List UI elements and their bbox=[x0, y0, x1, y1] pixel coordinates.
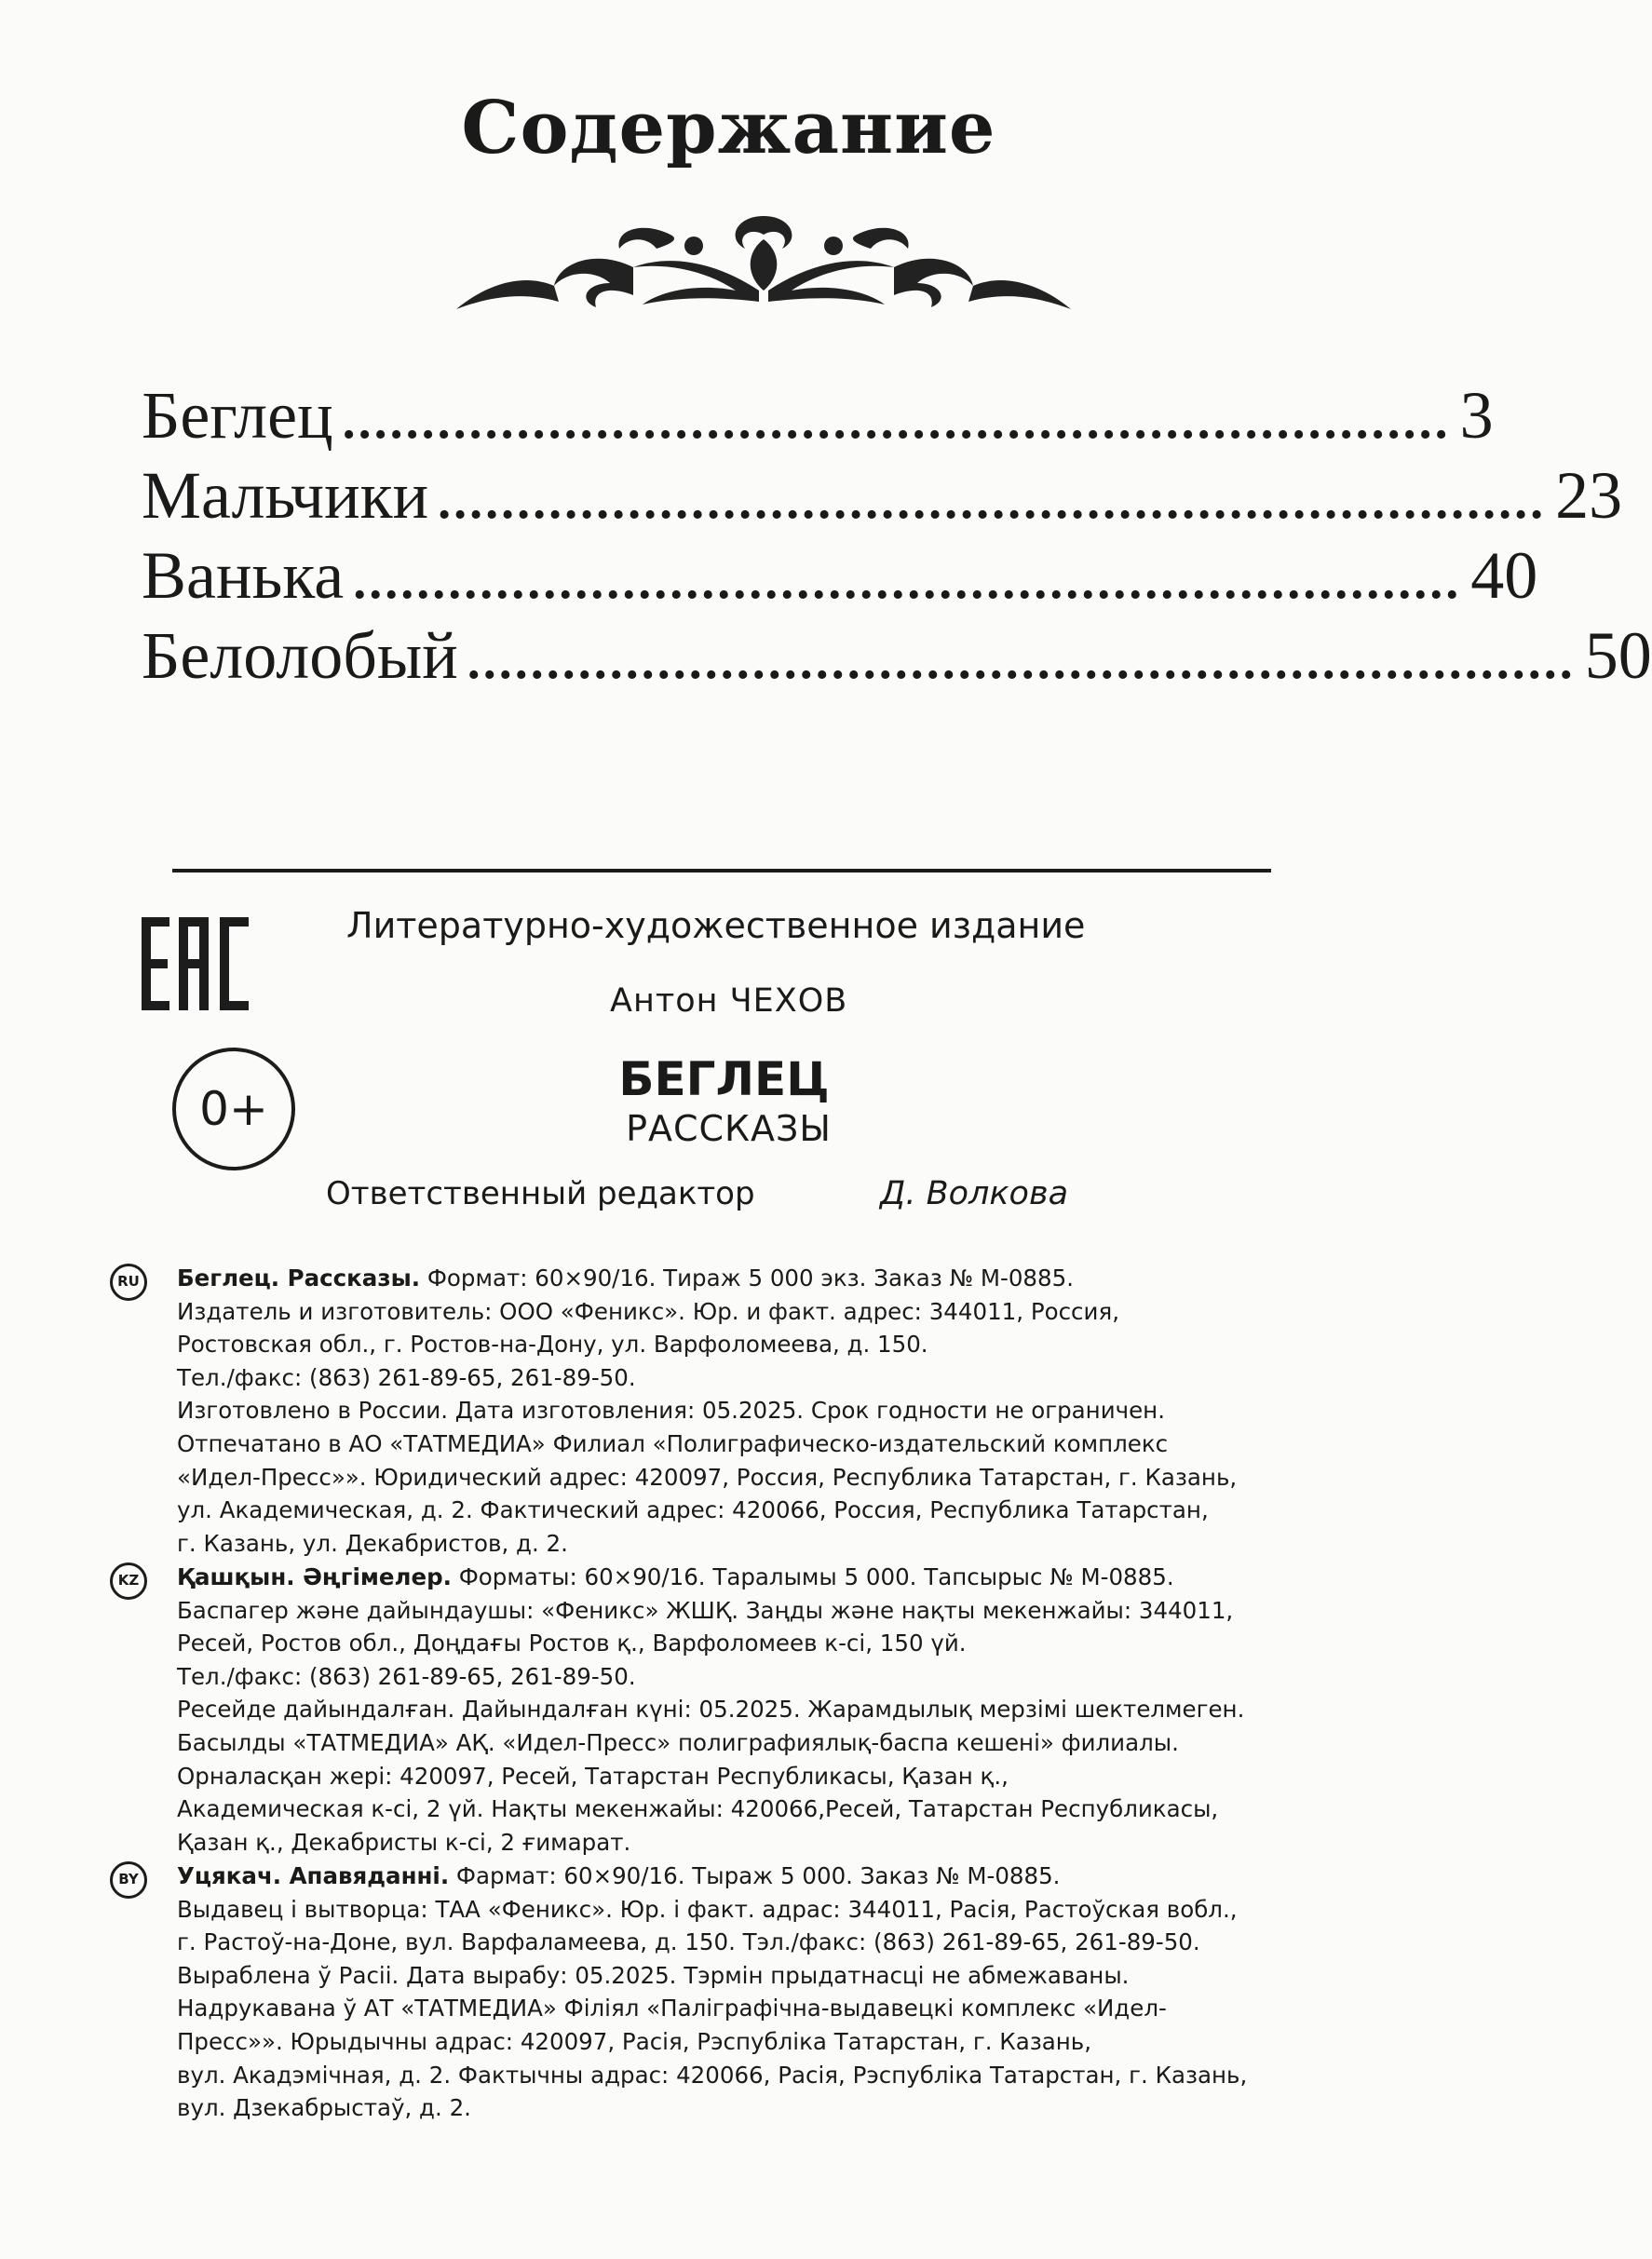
imprint-line: Надрукавана ў АТ «ТАТМЕДИА» Філіял «Паліграфічна-выдавецкі комплекс «Идел- bbox=[177, 1995, 1167, 2022]
age-rating-badge: 0+ bbox=[172, 1048, 295, 1170]
toc-entry[interactable] bbox=[142, 617, 1652, 697]
imprint-line: Ресейде дайындалған. Дайындалған күні: 05.2025. Жарамдылық мерзімі шектелмеген. bbox=[177, 1696, 1245, 1724]
country-badge-ru: RU bbox=[110, 1264, 147, 1301]
country-badge-by: BY bbox=[110, 1861, 147, 1899]
imprint-line: Қазан қ., Декабристы к-сі, 2 ғимарат. bbox=[177, 1828, 631, 1856]
book-subtitle: РАССКАЗЫ bbox=[626, 1108, 832, 1149]
section-divider bbox=[172, 869, 1271, 872]
toc-entry-title: Ванька bbox=[142, 538, 345, 613]
author-name: Антон ЧЕХОВ bbox=[610, 982, 848, 1020]
imprint-line: Ресей, Ростов обл., Доңдағы Ростов қ., Варфоломеев к-сі, 150 үй. bbox=[177, 1630, 967, 1657]
toc-entry[interactable] bbox=[142, 377, 1494, 457]
imprint-line: Басылды «ТАТМЕДИА» АҚ. «Идел-Пресс» полиграфиялық-баспа кешені» филиалы. bbox=[177, 1728, 1179, 1756]
imprint-line: Пресс»». Юрыдычны адрас: 420097, Расія, Рэспубліка Татарстан, г. Казань, bbox=[177, 2027, 1091, 2055]
toc-entry[interactable] bbox=[142, 457, 1623, 537]
imprint-kz bbox=[110, 1561, 1376, 1859]
editor-role: Ответственный редактор bbox=[326, 1175, 755, 1212]
toc-entry-page: 3 bbox=[1459, 378, 1494, 453]
imprint-lead: Беглец. Рассказы. bbox=[177, 1265, 421, 1292]
edition-type: Литературно-художественное издание bbox=[346, 905, 1086, 946]
toc-entry-page: 40 bbox=[1470, 538, 1538, 613]
imprint-line: Қашқын. Әңгімелер. Форматы: 60×90/16. Таралымы 5 000. Тапсырыс № М-0885. bbox=[177, 1563, 1174, 1590]
toc-entry[interactable] bbox=[142, 537, 1538, 617]
toc-heading: Содержание bbox=[461, 86, 996, 170]
country-badge-kz: KZ bbox=[110, 1562, 147, 1600]
imprint-by bbox=[110, 1860, 1376, 2125]
imprint-line: Выраблена ў Расіі. Дата вырабу: 05.2025. Тэрмін прыдатнасці не абмежаваны. bbox=[177, 1961, 1130, 1989]
imprint-line: Отпечатано в АО «ТАТМЕДИА» Филиал «Полиграфическо-издательский комплекс bbox=[177, 1429, 1169, 1457]
imprint-line: Беглец. Рассказы. Формат: 60×90/16. Тираж 5 000 экз. Заказ № М-0885. bbox=[177, 1265, 1074, 1292]
imprint-ru bbox=[110, 1262, 1376, 1560]
imprint-line: Выдавец і вытворца: ТАА «Феникс». Юр. і факт. адрас: 344011, Расія, Растоўская вобл., bbox=[177, 1895, 1238, 1923]
book-title: БЕГЛЕЦ bbox=[618, 1052, 830, 1106]
imprint-line: Уцякач. Апавяданні. Фармат: 60×90/16. Тыраж 5 000. Заказ № М-0885. bbox=[177, 1862, 1061, 1889]
toc-leader-dots: ...................................................................... bbox=[467, 632, 1576, 690]
imprint-line: Тел./факс: (863) 261-89-65, 261-89-50. bbox=[177, 1662, 636, 1690]
toc-entry-page: 50 bbox=[1584, 618, 1652, 693]
table-of-contents bbox=[142, 377, 1652, 697]
imprint-lead: Уцякач. Апавяданні. bbox=[177, 1862, 450, 1889]
toc-entry-title: Беглец bbox=[142, 378, 333, 453]
imprint-line: Издатель и изготовитель: ООО «Феникс». Юр. и факт. адрес: 344011, Россия, bbox=[177, 1297, 1119, 1325]
imprint-line: Тел./факс: (863) 261-89-65, 261-89-50. bbox=[177, 1363, 636, 1391]
imprint-line: вул. Акадэмічная, д. 2. Фактычны адрас: 420066, Расія, Рэспубліка Татарстан, г. Казань, bbox=[177, 2061, 1248, 2089]
imprint-line: г. Растоў-на-Доне, вул. Варфаламеева, д. 150. Тэл./факс: (863) 261-89-65, 261-89-50. bbox=[177, 1928, 1200, 1956]
imprint-line: г. Казань, ул. Декабристов, д. 2. bbox=[177, 1529, 568, 1557]
imprint-lead: Қашқын. Әңгімелер. bbox=[177, 1563, 452, 1590]
imprint-line: Орналасқан жері: 420097, Ресей, Татарстан Республикасы, Қазан қ., bbox=[177, 1762, 1009, 1790]
imprint-line: Баспагер және дайындаушы: «Феникс» ЖШҚ. Заңды және нақты мекенжайы: 344011, bbox=[177, 1596, 1234, 1624]
toc-leader-dots: ...................................................................... bbox=[342, 392, 1451, 450]
imprint-line: вул. Дзекабрыстаў, д. 2. bbox=[177, 2094, 471, 2122]
toc-entry-title: Белолобый bbox=[142, 618, 458, 693]
editor-name: Д. Волкова bbox=[880, 1175, 1069, 1212]
imprint-line: Ростовская обл., г. Ростов-на-Дону, ул. Варфоломеева, д. 150. bbox=[177, 1331, 928, 1359]
eac-logo bbox=[142, 917, 249, 1010]
toc-entry-title: Мальчики bbox=[142, 458, 429, 533]
imprint-line: Изготовлено в России. Дата изготовления: 05.2025. Срок годности не ограничен. bbox=[177, 1397, 1165, 1425]
imprint-line: Академическая к-сі, 2 үй. Нақты мекенжайы: 420066,Ресей, Татарстан Республикасы, bbox=[177, 1795, 1219, 1823]
toc-leader-dots: ...................................................................... bbox=[438, 472, 1547, 530]
toc-entry-page: 23 bbox=[1555, 458, 1623, 533]
ornament-divider bbox=[456, 197, 1071, 318]
toc-leader-dots: ...................................................................... bbox=[353, 552, 1462, 610]
imprint-line: ул. Академическая, д. 2. Фактический адрес: 420066, Россия, Республика Татарстан, bbox=[177, 1496, 1209, 1524]
imprint-line: «Идел-Пресс»». Юридический адрес: 420097, Россия, Республика Татарстан, г. Казань, bbox=[177, 1463, 1238, 1491]
